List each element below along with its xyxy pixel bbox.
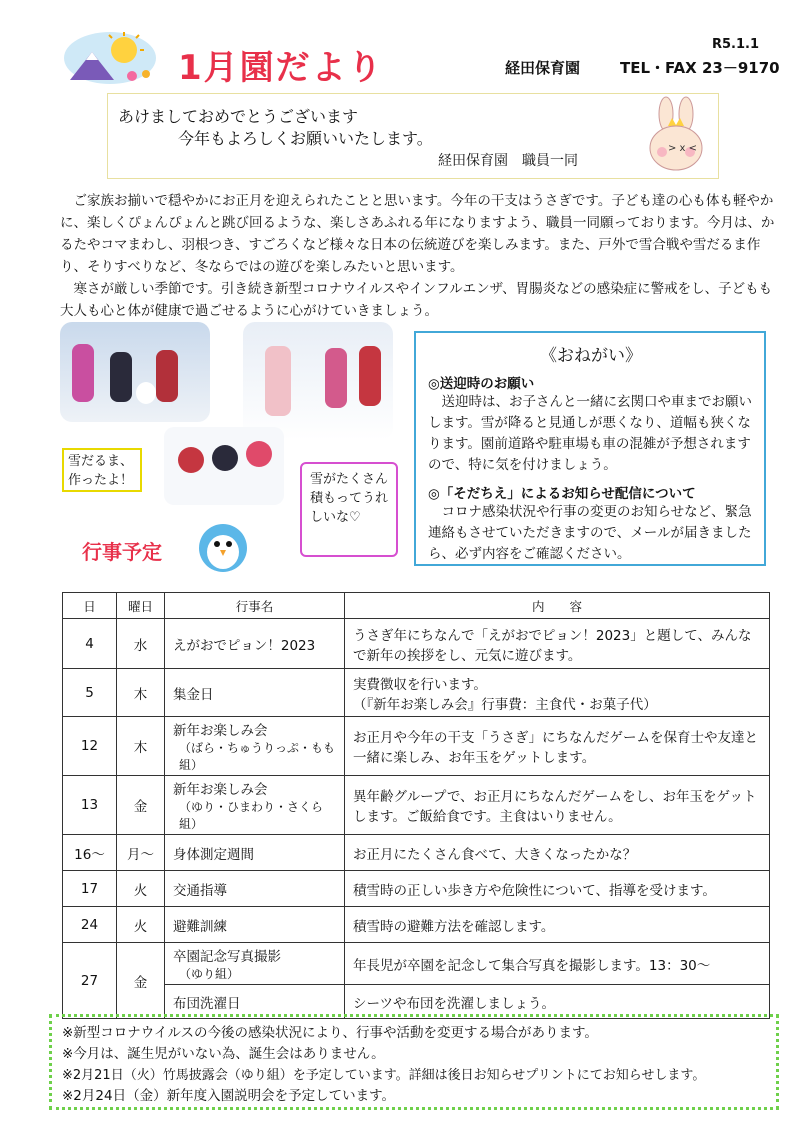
notice-box: [414, 331, 766, 566]
svg-text:> x <: > x <: [668, 143, 698, 154]
notice-body-pickup: 送迎時は、お子さんと一緒に玄関口や車までお願いします。雪が降ると見通しが悪くなり、道幅も狭くなります。園前道路や駐車場も車の混雑が予想されますので、特に気を付けましょう。: [428, 394, 752, 473]
table-row: 24 火 避難訓練 積雪時の避難方法を確認します。: [63, 907, 770, 943]
table-row: 12 木 新年お楽しみ会 （ばら・ちゅうりっぷ・もも組） お正月や今年の干支「うさぎ」にちなんだゲームを保育士や友達と一緒に楽しみ、お年玉をゲットします。: [63, 717, 770, 776]
school-name: 経田保育園: [505, 59, 581, 77]
footer-notes: [49, 1014, 779, 1110]
speech-bubble-snow: 雪がたくさん積もってうれしいな♡: [300, 462, 398, 557]
notice-heading-sodachie: ◎「そだちえ」によるお知らせ配信について: [428, 486, 696, 502]
table-row: 16～ 月～ 身体測定週間 お正月にたくさん食べて、大きくなったかな？: [63, 835, 770, 871]
sun-mountain-logo: [62, 30, 158, 86]
footer-note-2: ※今月は、誕生児がいない為、誕生会はありません。: [62, 1046, 385, 1062]
table-row: 27 金 卒園記念写真撮影 （ゆり組） 年長児が卒園を記念して集合写真を撮影します。13：30～: [63, 943, 770, 985]
snowman-photo: [60, 322, 210, 422]
intro-paragraph-2: 寒さが厳しい季節です。引き続き新型コロナウイルスやインフルエンザ、胃腸炎などの感染症に警戒をし、子どもも大人も心と体が健康で過ごせるように心がけていきましょう。: [60, 281, 773, 319]
greeting-signature: 経田保育園 職員一同: [438, 153, 578, 169]
tel-fax: TEL・FAX 23－9170: [620, 59, 780, 77]
col-header-event: 行事名: [165, 593, 345, 619]
snow-lying-photo: [164, 427, 284, 505]
table-row: 17 火 交通指導 積雪時の正しい歩き方や危険性について、指導を受けます。: [63, 871, 770, 907]
col-header-weekday: 曜日: [117, 593, 165, 619]
col-header-day: 日: [63, 593, 117, 619]
table-row: 13 金 新年お楽しみ会 （ゆり・ひまわり・さくら組） 異年齢グループで、お正月にちなんだゲームをし、お年玉をゲットします。ご飯給食です。主食はいりません。: [63, 776, 770, 835]
rabbit-icon: [644, 96, 710, 174]
notice-title: 《おねがい》: [540, 346, 642, 366]
events-banner: [60, 514, 260, 578]
col-header-content: 内 容: [345, 593, 770, 619]
intro-paragraph-1: ご家族お揃いで穏やかにお正月を迎えられたことと思います。今年の干支はうさぎです。子ども達の心も体も軽やかに、楽しくぴょんぴょんと跳び回るような、楽しさあふれる年になりますよう、職員一同願っております。今月は、かるたやコマまわし、羽根つき、すごろくなど様々な日本の伝統遊びを楽しみます。また、戸外で雪合戦や雪だるま作り、そりすべりなど、冬ならではの遊びを楽しみたいと思います。: [60, 193, 775, 275]
footer-note-4: ※2月24日（金）新年度入園説明会を予定しています。: [62, 1088, 395, 1104]
speech-bubble-snowman: 雪だるま、作ったよ！: [62, 448, 142, 492]
table-row: 4 水 えがおでピョン！2023 うさぎ年にちなんで「えがおでピョン！2023」と題して、みんなで新年の挨拶をし、元気に遊びます。: [63, 619, 770, 669]
penguin-icon: [192, 516, 254, 574]
footer-note-3: ※2月21日（火）竹馬披露会（ゆり組）を予定しています。詳細は後日お知らせプリントにてお知らせします。: [62, 1068, 706, 1083]
greeting-line-1: あけましておめでとうございます: [118, 107, 359, 126]
greeting-line-2: 今年もよろしくお願いいたします。: [178, 129, 433, 148]
snow-play-photo: [243, 322, 393, 440]
intro-text: [60, 190, 780, 322]
notice-heading-pickup: ◎送迎時のお願い: [428, 376, 535, 392]
notice-body-sodachie: コロナ感染状況や行事の変更のお知らせなど、緊急連絡もさせていただきますので、メールが届きましたら、必ず内容をご確認ください。: [428, 504, 752, 562]
photo-collage: [60, 322, 408, 580]
footer-note-1: ※新型コロナウイルスの今後の感染状況により、行事や活動を変更する場合があります。: [62, 1025, 598, 1041]
issue-date: R5.1.1: [712, 37, 760, 52]
table-row: 布団洗濯日 シーツや布団を洗濯しましょう。: [63, 985, 770, 1019]
events-table: [62, 592, 770, 1019]
events-banner-label: 行事予定: [82, 540, 162, 564]
table-header-row: [63, 593, 770, 619]
table-row: 5 木 集金日 実費徴収を行います。 （『新年お楽しみ会』行事費：主食代・お菓子代）: [63, 669, 770, 717]
greeting-box: [107, 93, 719, 179]
page-title: 1月園だより: [178, 48, 384, 88]
